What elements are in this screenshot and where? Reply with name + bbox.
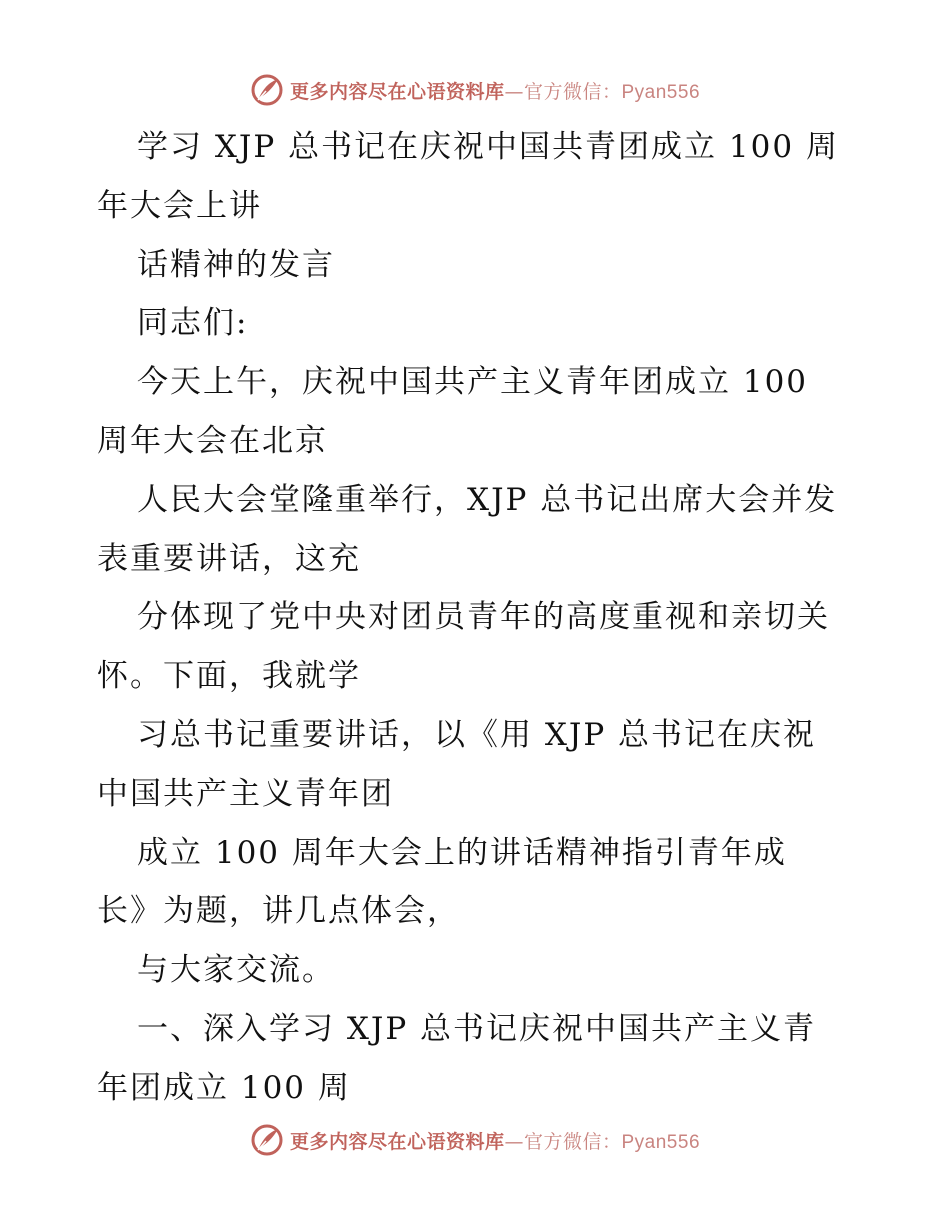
- text-line: 分体现了党中央对团员青年的高度重视和亲切关: [137, 599, 830, 636]
- watermark-separator: —: [504, 80, 524, 103]
- text-line: 年大会上讲: [97, 187, 262, 224]
- watermark-text: [290, 1127, 700, 1154]
- watermark-header: [0, 70, 950, 110]
- document-body: [97, 118, 857, 1118]
- text-line: 人民大会堂隆重举行，XJP 总书记出席大会并发: [137, 481, 838, 518]
- text-line: 长》为题，讲几点体会，: [97, 893, 460, 930]
- watermark-label: 官方微信：: [523, 1130, 622, 1153]
- feather-logo-icon: [250, 73, 284, 107]
- text-line: 学习 XJP 总书记在庆祝中国共青团成立 100 周: [137, 129, 839, 165]
- text-line: 周年大会在北京: [97, 422, 328, 459]
- watermark-content: [250, 1123, 700, 1157]
- watermark-wechat-id: Pyan556: [621, 81, 701, 103]
- watermark-footer: [0, 1120, 950, 1160]
- text-line: 成立 100 周年大会上的讲话精神指引青年成: [137, 834, 787, 871]
- watermark-separator: —: [504, 1130, 524, 1153]
- text-line: 中国共产主义青年团: [97, 775, 394, 812]
- text-line: 话精神的发言: [137, 246, 335, 283]
- text-line: 同志们:: [137, 305, 249, 342]
- text-line: 与大家交流。: [137, 952, 335, 989]
- watermark-label: 官方微信：: [523, 80, 622, 103]
- watermark-brand: 更多内容尽在心语资料库: [289, 80, 505, 103]
- text-line: 一、深入学习 XJP 总书记庆祝中国共产主义青: [137, 1010, 817, 1047]
- text-line: 年团成立 100 周: [97, 1069, 351, 1106]
- watermark-wechat-id: Pyan556: [621, 1131, 701, 1153]
- watermark-text: [290, 77, 700, 104]
- text-line: 习总书记重要讲话，以《用 XJP 总书记在庆祝: [137, 716, 817, 753]
- watermark-brand: 更多内容尽在心语资料库: [289, 1130, 505, 1153]
- text-line: 怀。下面，我就学: [97, 658, 361, 695]
- feather-logo-icon: [250, 1123, 284, 1157]
- text-line: 表重要讲话，这充: [97, 540, 361, 577]
- watermark-content: [250, 73, 700, 107]
- text-line: 今天上午，庆祝中国共产主义青年团成立 100: [137, 364, 809, 401]
